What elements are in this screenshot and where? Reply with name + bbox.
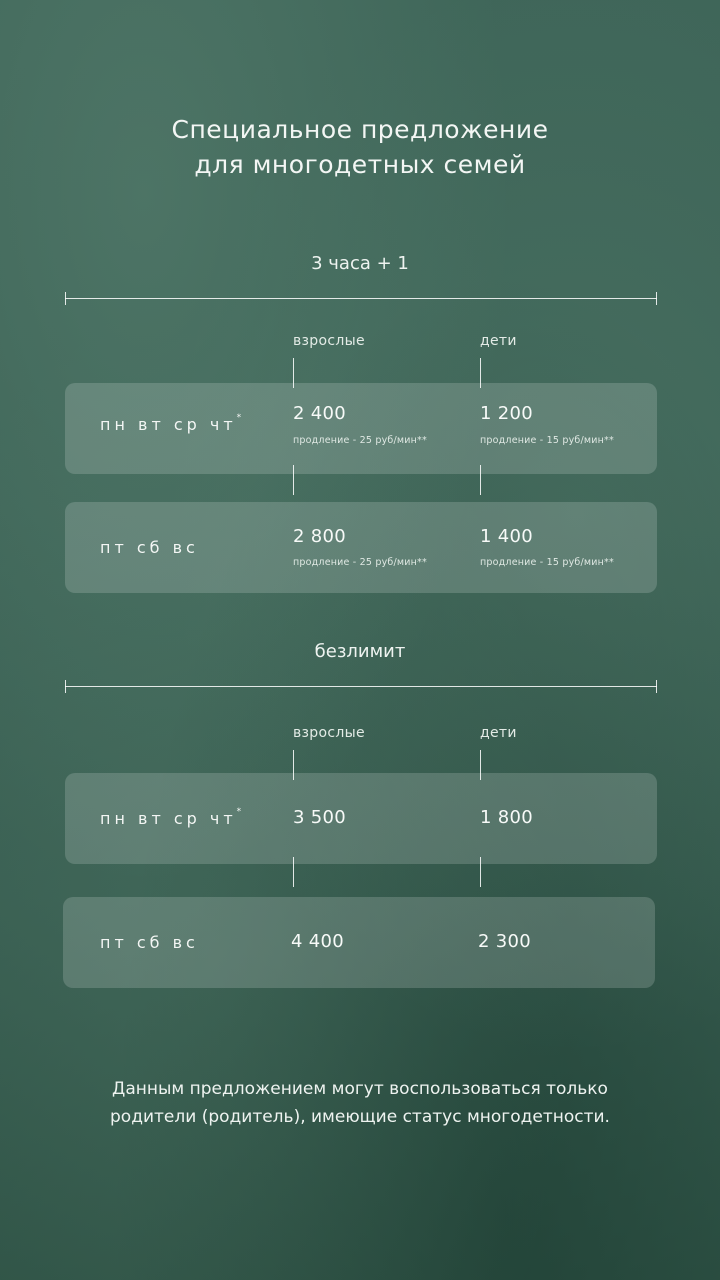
price-row-weekend (65, 502, 657, 593)
days-label: пн вт ср чт* (100, 413, 242, 434)
footnote-mark: * (236, 807, 242, 817)
section-label-unlimited: безлимит (314, 641, 406, 662)
child-price: 1 400 (480, 526, 534, 547)
unlimited-row-weekdays (65, 773, 657, 864)
eligibility-note (0, 1075, 720, 1131)
section-divider (65, 686, 657, 687)
child-price: 1 800 (480, 807, 534, 828)
column-header-adults: взрослые (293, 725, 365, 741)
column-tick (480, 857, 481, 887)
days-label: пн вт ср чт* (100, 807, 242, 828)
adult-extension-note: продление - 25 руб/мин** (293, 435, 427, 446)
child-extension-note: продление - 15 руб/мин** (480, 435, 614, 446)
column-tick (293, 857, 294, 887)
adult-price: 3 500 (293, 807, 347, 828)
price-row-weekdays (65, 383, 657, 474)
child-price: 2 300 (478, 931, 532, 952)
unlimited-row-weekend (63, 897, 655, 988)
footnote-mark: * (236, 413, 242, 423)
column-header-adults: взрослые (293, 333, 365, 349)
adult-extension-note: продление - 25 руб/мин** (293, 557, 427, 568)
days-label: пт сб вс (100, 933, 199, 952)
child-extension-note: продление - 15 руб/мин** (480, 557, 614, 568)
days-label: пт сб вс (100, 538, 199, 557)
title-line-2: для многодетных семей (194, 150, 526, 179)
column-tick (480, 465, 481, 495)
column-header-children: дети (480, 725, 517, 741)
section-divider (65, 298, 657, 299)
adult-price: 2 400 (293, 403, 347, 424)
footer-line-1: Данным предложением могут воспользоваться только (112, 1079, 608, 1099)
adult-price: 2 800 (293, 526, 347, 547)
footer-line-2: родители (родитель), имеющие статус многодетности. (110, 1107, 610, 1127)
section-label-3-hours: 3 часа + 1 (311, 253, 409, 274)
column-header-children: дети (480, 333, 517, 349)
adult-price: 4 400 (291, 931, 345, 952)
child-price: 1 200 (480, 403, 534, 424)
column-tick (293, 465, 294, 495)
title-line-1: Специальное предложение (171, 115, 549, 144)
page-title (0, 112, 720, 182)
